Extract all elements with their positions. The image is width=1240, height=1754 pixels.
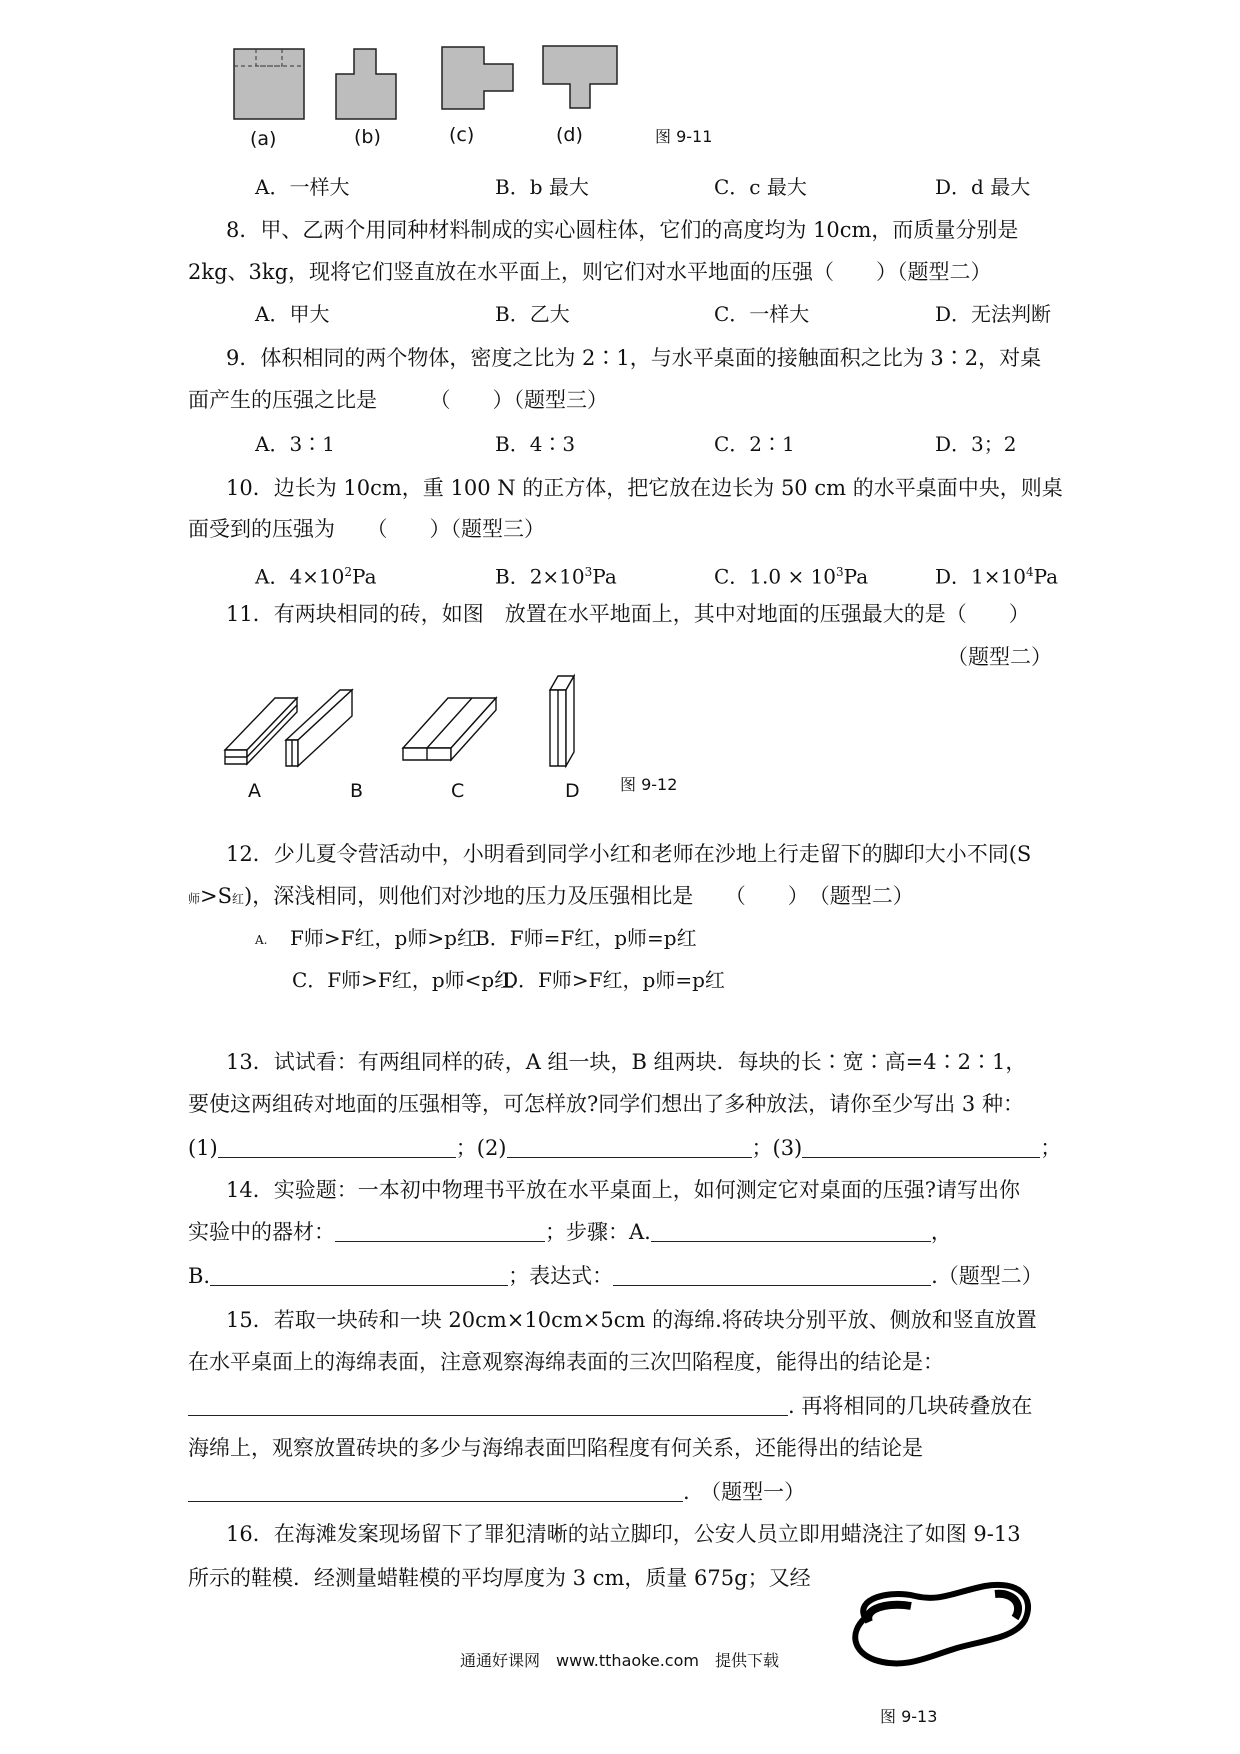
fig911-label-a: (a) (250, 128, 277, 150)
q14-equipment-blank[interactable] (335, 1221, 545, 1242)
q10-line2: 面受到的压强为 （ ）（题型三） (188, 517, 545, 541)
q7-option-d: D．d 最大 (935, 175, 1031, 199)
q14-line2: 实验中的器材： ；步骤：A. ， (188, 1220, 952, 1244)
brick-d (550, 676, 574, 766)
q11-line1: 11．有两块相同的砖，如图 放置在水平地面上，其中对地面的压强最大的是（ ） (226, 602, 1030, 626)
q8-line2: 2kg、3kg，现将它们竖直放在水平面上，则它们对水平地面的压强（ ）（题型二） (188, 260, 992, 284)
q15-conclusion-2-blank[interactable] (188, 1481, 683, 1502)
shape-a (234, 49, 304, 119)
q12-option-c: C．F师>F红，p师<p红 (292, 968, 515, 992)
q13-answer-1[interactable] (218, 1137, 456, 1158)
q14-step-a-blank[interactable] (651, 1221, 931, 1242)
q9-option-c: C．2∶1 (714, 432, 795, 456)
figure-9-12 (220, 668, 640, 778)
q13-answer-3[interactable] (802, 1137, 1040, 1158)
q15-line3: . 再将相同的几块砖叠放在 (188, 1392, 1032, 1420)
q9-option-b: B．4∶3 (495, 432, 576, 456)
figure-9-13 (845, 1578, 1035, 1678)
q12-option-a-prefix: A. (255, 933, 268, 947)
fig912-label-a: A (248, 780, 261, 802)
q12-option-b: B．F师=F红，p师=p红 (475, 926, 697, 950)
q14-step-b-blank[interactable] (210, 1265, 508, 1286)
q9-option-d: D．3；2 (935, 432, 1017, 456)
q16-line2: 所示的鞋模．经测量蜡鞋模的平均厚度为 3 cm，质量 675g；又经 (188, 1566, 811, 1590)
q7-option-a: A．一样大 (255, 175, 350, 199)
q8-option-a: A．甲大 (255, 302, 330, 326)
fig911-label-d: (d) (556, 124, 583, 146)
q13-answer-2[interactable] (507, 1137, 752, 1158)
fig912-label-c: C (451, 780, 465, 802)
q16-line1: 16．在海滩发案现场留下了罪犯清晰的站立脚印，公安人员立即用蜡浇注了如图 9-13 (226, 1522, 1021, 1546)
q15-line1: 15．若取一块砖和一块 20cm×10cm×5cm 的海绵.将砖块分别平放、侧放和竖直放置 (226, 1308, 1037, 1332)
q7-option-c: C．c 最大 (714, 175, 807, 199)
fig911-caption: 图 9-11 (655, 127, 713, 146)
q10-option-d: D．$1\times 10^4Pa$ (935, 564, 1059, 589)
q15-line5: . （题型一） (188, 1478, 805, 1506)
q14-line1: 14．实验题：一本初中物理书平放在水平桌面上，如何测定它对桌面的压强?请写出你 (226, 1178, 1020, 1202)
q13-line2: 要使这两组砖对地面的压强相等，可怎样放?同学们想出了多种放法，请你至少写出 3 种： (188, 1092, 1024, 1116)
q10-option-b: B．$2\times 10^3Pa$ (495, 564, 617, 589)
q9-option-a: A．3∶1 (255, 432, 335, 456)
q10-option-c: C．$1.0 \times 10^3Pa$ (714, 564, 869, 589)
q8-line1: 8．甲、乙两个用同种材料制成的实心圆柱体，它们的高度均为 10cm，而质量分别是 (226, 218, 1019, 242)
q15-line2: 在水平桌面上的海绵表面，注意观察海绵表面的三次凹陷程度，能得出的结论是： (188, 1350, 944, 1374)
q12-option-a: F师>F红，p师>p红 (290, 926, 477, 950)
q10-option-a: A．$4\times 10^2Pa$ (255, 564, 377, 589)
q11-line2: （题型二） (947, 645, 1052, 669)
q9-line1: 9．体积相同的两个物体，密度之比为 2∶1，与水平桌面的接触面积之比为 3∶2，对桌 (226, 346, 1042, 370)
q8-option-c: C．一样大 (714, 302, 810, 326)
q8-option-b: B．乙大 (495, 302, 570, 326)
q12-line2: 师>S红)，深浅相同，则他们对沙地的压力及压强相比是 （ ） （题型二） (188, 884, 914, 908)
q9-line2: 面产生的压强之比是 （ ）（题型三） (188, 388, 608, 412)
q15-line4: 海绵上，观察放置砖块的多少与海绵表面凹陷程度有何关系，还能得出的结论是 (188, 1436, 923, 1460)
fig912-label-d: D (565, 780, 580, 802)
q10-line1: 10．边长为 10cm，重 100 N 的正方体，把它放在边长为 50 cm 的水平桌面中央，则桌 (226, 476, 1063, 500)
page-footer: 通通好课网 www.tthaoke.com 提供下载 (460, 1651, 779, 1670)
q13-line1: 13．试试看：有两组同样的砖，A 组一块，B 组两块．每块的长∶宽∶高=4∶2∶1， (226, 1050, 1027, 1074)
q13-blanks: (1) ；(2) ；(3) ； (188, 1136, 1062, 1160)
fig911-label-c: (c) (449, 124, 475, 146)
brick-c (403, 698, 496, 760)
q15-conclusion-1-blank[interactable] (188, 1395, 788, 1416)
shape-d (543, 46, 617, 108)
q12-line1: 12．少儿夏令营活动中，小明看到同学小红和老师在沙地上行走留下的脚印大小不同(S (226, 842, 1032, 866)
fig912-label-b: B (350, 780, 364, 802)
q14-line3: B. ；表达式： .（题型二） (188, 1264, 1043, 1288)
q14-expression-blank[interactable] (613, 1265, 931, 1286)
shape-b (336, 49, 396, 119)
q7-option-b: B．b 最大 (495, 175, 589, 199)
shape-c (442, 47, 513, 109)
fig912-caption: 图 9-12 (620, 775, 678, 794)
fig911-label-b: (b) (354, 126, 381, 148)
q8-option-d: D．无法判断 (935, 302, 1052, 326)
q12-option-d: D．F师>F红，p师=p红 (502, 968, 725, 992)
fig913-caption: 图 9-13 (880, 1707, 938, 1726)
